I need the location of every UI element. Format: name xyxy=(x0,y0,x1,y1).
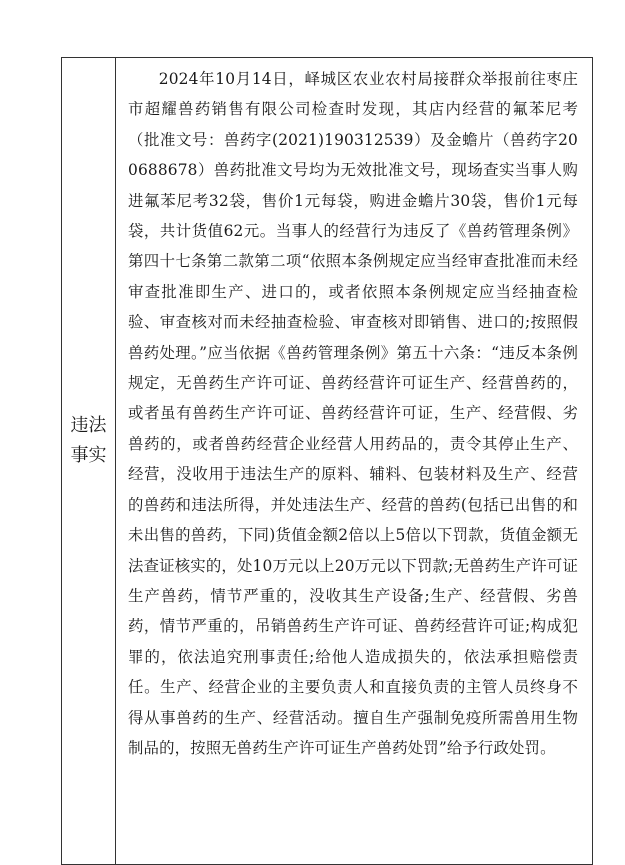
section-label xyxy=(69,411,109,471)
section-label-cell xyxy=(62,58,116,864)
section-label-line1: 违法 xyxy=(70,415,107,436)
section-content-cell xyxy=(116,58,592,864)
document-table xyxy=(61,57,593,865)
section-label-line2: 事实 xyxy=(70,445,107,466)
violation-facts-paragraph: 2024年10月14日，峄城区农业农村局接群众举报前往枣庄市超耀兽药销售有限公司检查时发现，其店内经营的氟苯尼考（批准文号：兽药字(2021)190312539）及金蟾片（兽药字200688678）兽药批准文号均为无效批准文号，现场查实当事人购进氟苯尼考32袋，售价1元每袋，购进金蟾片30袋，售价1元每袋，共计货值62元。当事人的经营行为违反了《兽药管理条例》第四十七条第二款第二项“依照本条例规定应当经审查批准而未经审查批准即生产、进口的，或者依照本条例规定应当经抽查检验、审查核对而未经抽查检验、审查核对即销售、进口的;按照假兽药处理。”应当依据《兽药管理条例》第五十六条：“违反本条例规定，无兽药生产许可证、兽药经营许可证生产、经营兽药的，或者虽有兽药生产许可证、兽药经营许可证，生产、经营假、劣兽药的，或者兽药经营企业经营人用药品的，责令其停止生产、经营，没收用于违法生产的原料、辅料、包装材料及生产、经营的兽药和违法所得，并处违法生产、经营的兽药(包括已出售的和未出售的兽药，下同)货值金额2倍以上5倍以下罚款，货值金额无法查证核实的，处10万元以上20万元以下罚款;无兽药生产许可证生产兽药，情节严重的，没收其生产设备;生产、经营假、劣兽药，情节严重的，吊销兽药生产许可证、兽药经营许可证;构成犯罪的，依法追究刑事责任;给他人造成损失的，依法承担赔偿责任。生产、经营企业的主要负责人和直接负责的主管人员终身不得从事兽药的生产、经营活动。擅自生产强制免疫所需兽用生物制品的，按照无兽药生产许可证生产兽药处罚”给予行政处罚。 xyxy=(128,70,578,757)
